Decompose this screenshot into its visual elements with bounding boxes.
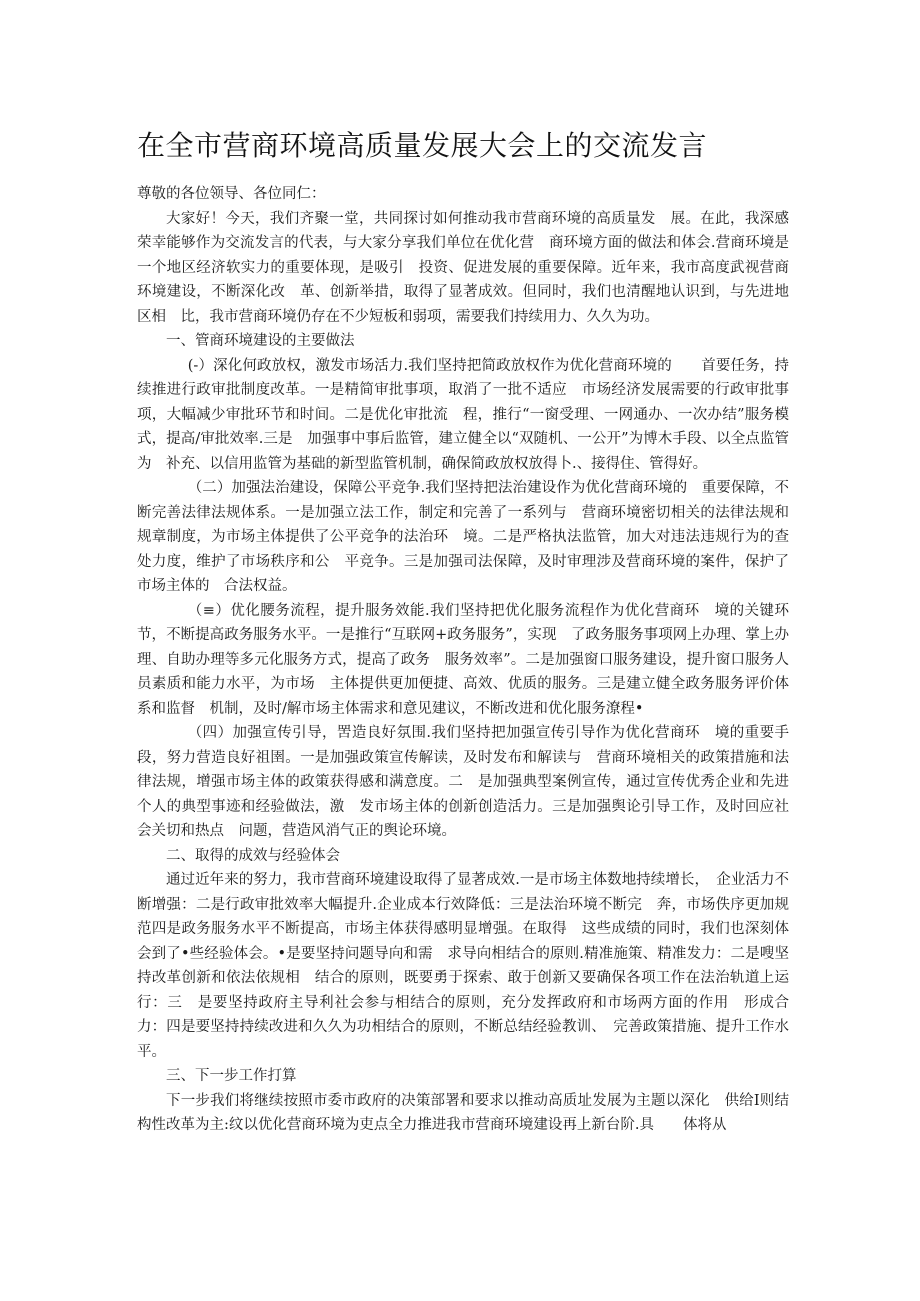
salutation: 尊敬的各位领导、各位同仁： (137, 186, 326, 202)
section-2-paragraph-1: 通过近年来的努力，我市营商环境建设取得了显著成效.一是市场主体数地持续增长， 企业活力不断增强：二是行政审批效率大幅提升.企业成本行效降低：三是法治环境不断完 奔，市场佚序更加规范四是政务服务水平不断提高，市场主体获得感明显增强。在取得 这些成绩的同时，我们也深刻体会到了•些经验体会。•是要坚持问题导向和需 求导向相结合的原则.精准施策、精准发力：二是嗖坚持改革创新和依法依规相 结合的原则，既要勇于探索、敢于创新又要确保各项工作在法治轨道上运行：三 是要坚持政府主导利社会参与相结合的原则，充分发挥政府和市场两方面的作用 形成合力：四是要坚持持续改进和久久为功相结合的原则，不断总结经验教训、 完善政策措施、提升工作水平。 (137, 872, 789, 1060)
intro-paragraph: 大家好！今天，我们齐聚一堂，共同探讨如何推动我市营商环境的高质量发 展。在此，我深感荣幸能够作为交流发言的代表，与大家分享我们单位在优化营 商环境方面的做法和体会.营商环境是一个地区经济软实力的重要体现，是吸引 投资、促进发展的重要保障。近年来，我市高度武视营商环境建设，不断深化改 革、创新举措，取得了显著成效。但同时，我们也清醒地认识到，与先进地区相 比，我市营商环境仍存在不少短板和弱项，需要我们持续用力、久久为功。 (137, 210, 789, 325)
section-3-heading: 三、下一步工作打算 (166, 1068, 297, 1084)
section-1-paragraph-4: （四）加强宣传引导，罟造良好氛围.我们坚持把加强宣传引导作为优化营商环 境的重要手段，努力营造良好祖圉。一是加强政策宣传解读，及时发布和解读与 营商环境相关的政策措施和法律法规，增强市场主体的政策获得感和满意度。二 是加强典型案例宣传，通过宣传优秀企业和先进个人的典型事迹和经验做法，激 发市场主体的创新创造活力。三是加强舆论引导工作，及时回应社会关切和热点 问题，营造风消气正的舆论环境。 (137, 725, 789, 839)
section-3-paragraph-1: 下一步我们将继续按照市委市政府的决策部署和要求以推动高质址发展为主题以深化 供给I则结构性改革为主:纹以优化营商环境为吏点全力推进我市营商环境建设再上新台阶.具 体将从 (137, 1092, 789, 1133)
section-1-heading: 一、管商环境建设的主要做法 (166, 333, 355, 349)
section-1-paragraph-3: （≡）优化腰务流程，提升服务效能.我们坚持把优化服务流程作为优化营商环 境的关键环节，不断提高政务服务水平。一是推行“互联网+政务服务”，实现 了政务服务事项网上办理、掌上办理、自助办理等多元化服务方式，提高了政务 服务效率”。二是加强窗口服务建设，提升窗口服务人员素质和能力水平，为市场 主体提供更加便捷、高效、优质的服务。三是建立健全政务服务评价体系和监督 机制，及时/解市场主体需求和意见建议，不断改进和优化服务潦程• (137, 602, 789, 717)
section-1-paragraph-2: （二）加强法治建设，保障公平竞争.我们坚持把法治建设作为优化营商环境的 重要保障，不断完善法律法规体系。一是加强立法工作，制定和完善了一系列与 营商环境密切相关的法律法规和规章制度，为市场主体提供了公平竞争的法治环 境。二是严格执法监管，加大对违法违规行为的查处力度，维护了市场秩序和公 平竞争。三是加强司法保障，及时审理涉及营商环境的案件，保护了市场主体的 合法权益。 (137, 480, 789, 594)
document-page (137, 0, 789, 1138)
document-title: 在全市营商环境高质量发展大会上的交流发言 (137, 129, 708, 162)
section-2-heading: 二、取得的成效与经验体会 (166, 847, 340, 864)
section-1-paragraph-1: (-）深化何政放权，激发市场活力.我们坚持把简政放权作为优化营商环境的 首要任务，持续推进行政审批制度改革。一是精简审批事项，取消了一批不适应 市场经济发展需要的行政审批事项，大幅减少审批环节和时间。二是优化审批流 程，推行“一窗受理、一网通办、一次办结”服务模式，提高/审批效率.三是 加强事中事后监管，建立健全以“双随机、一公开”为博木手段、以全点监管为 补充、以信用监管为基础的新型监管机制，确保简政放权放得卜.、接得住、管得好。 (137, 357, 789, 472)
